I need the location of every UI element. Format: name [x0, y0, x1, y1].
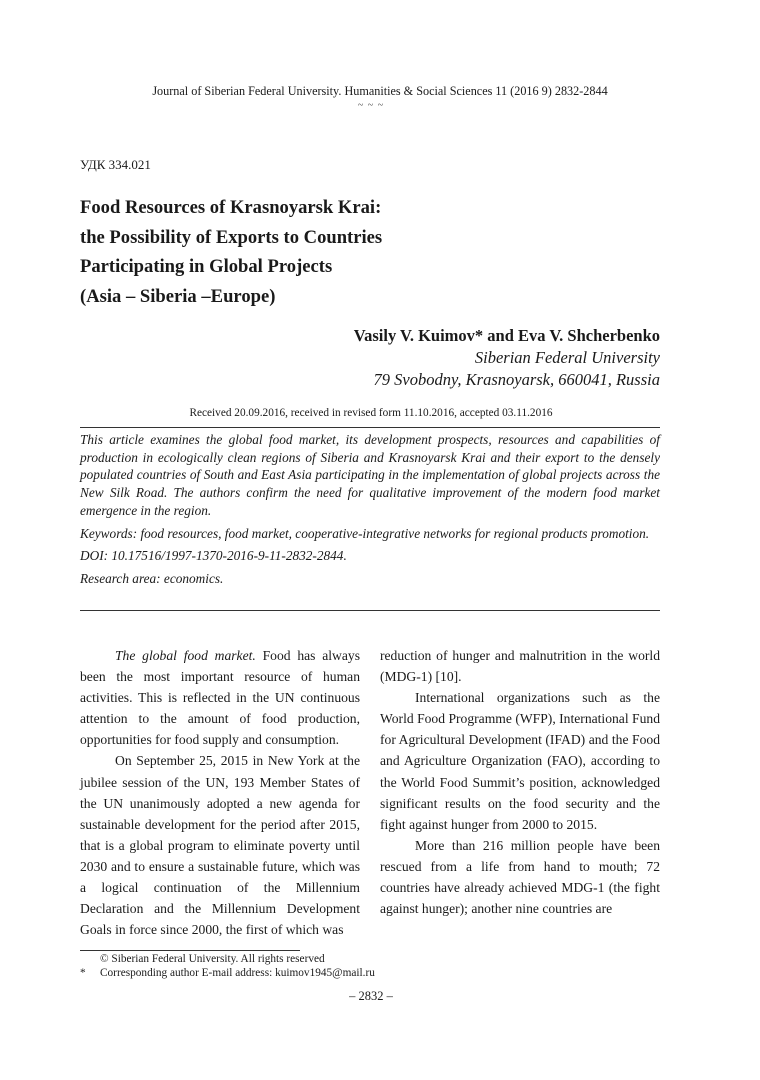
title-line: Participating in Global Projects	[80, 256, 333, 277]
footnote-rule	[80, 950, 300, 951]
footnote-copyright	[80, 953, 325, 966]
doi: DOI: 10.17516/1997-1370-2016-9-11-2832-2844.	[80, 548, 347, 564]
section-lead: The global food market.	[115, 648, 256, 663]
footnote-star: *	[80, 967, 86, 979]
body-column-left	[80, 645, 360, 940]
research-area: Research area: economics.	[80, 570, 224, 586]
corresponding-author: Corresponding author E-mail address: kuimov1945@mail.ru	[100, 967, 375, 979]
title-line: (Asia – Siberia –Europe)	[80, 285, 276, 307]
title-line: Food Resources of Krasnoyarsk Krai:	[80, 197, 382, 218]
article-title	[80, 193, 480, 311]
abstract-text: This article examines the global food market, its development prospects, resources and capabilities of production in ecologically clean regions of Siberia and Krasnoyarsk Krai and their export to the densely populated countries of South and East Asia participating in the implementation of global projects across the New Silk Road. The authors confirm the need for qualitative improvement of the modern food market emergence in the region.	[80, 432, 660, 518]
keywords: Keywords: food resources, food market, cooperative-integrative networks for regional products promotion.	[80, 525, 650, 541]
paragraph-text: Food has always been the most important resource of human activities. This is reflected in the UN continuous attention to the amount of food production, opportunities for food supply and consumption.	[80, 648, 360, 748]
author-address: 79 Svobodny, Krasnoyarsk, 660041, Russia	[373, 370, 660, 389]
journal-header: Journal of Siberian Federal University. Humanities & Social Sciences 11 (2016 9) 2832-2844	[152, 84, 608, 98]
footnote-corresponding	[80, 967, 375, 980]
body-paragraph	[80, 645, 360, 750]
author-affiliation: Siberian Federal University	[474, 348, 660, 367]
body-paragraph: More than 216 million people have been rescued from a life from hand to mouth; 72 countries have already achieved MDG-1 (the fight against hunger); another nine countries are	[380, 837, 660, 917]
body-column-right	[380, 645, 660, 919]
udk-code: УДК 334.021	[80, 157, 151, 172]
received-dates: Received 20.09.2016, received in revised form 11.10.2016, accepted 03.11.2016	[189, 407, 553, 419]
author-names: Vasily V. Kuimov* and Eva V. Shcherbenko	[353, 326, 660, 345]
page-number: – 2832 –	[349, 989, 393, 1003]
abstract-block	[80, 431, 660, 588]
body-paragraph: reduction of hunger and malnutrition in the world (MDG-1) [10].	[380, 648, 660, 685]
body-paragraph: International organizations such as the World Food Programme (WFP), International Fund for Agricultural Development (IFAD) and the Food and Agriculture Organization (FAO), according to the World Food Summit’s position, acknowledged significant results on the food security and the fight against hunger from 2000 to 2015.	[380, 690, 660, 832]
abstract-bottom-rule	[80, 610, 660, 611]
title-line: the Possibility of Exports to Countries	[80, 226, 383, 248]
copyright-text: © Siberian Federal University. All rights reserved	[100, 953, 325, 965]
abstract-top-rule	[80, 427, 660, 428]
body-paragraph: On September 25, 2015 in New York at the jubilee session of the UN, 193 Member States of the UN unanimously adopted a new agenda for sustainable development for the period after 2015, that is a global program to eliminate poverty until 2030 and to ensure a sustainable future, which was a logical continuation of the Millennium Declaration and the Millennium Development Goals in force since 2000, the first of which was	[80, 753, 360, 938]
author-block	[354, 325, 660, 391]
header-ornament: ~ ~ ~	[357, 100, 385, 111]
